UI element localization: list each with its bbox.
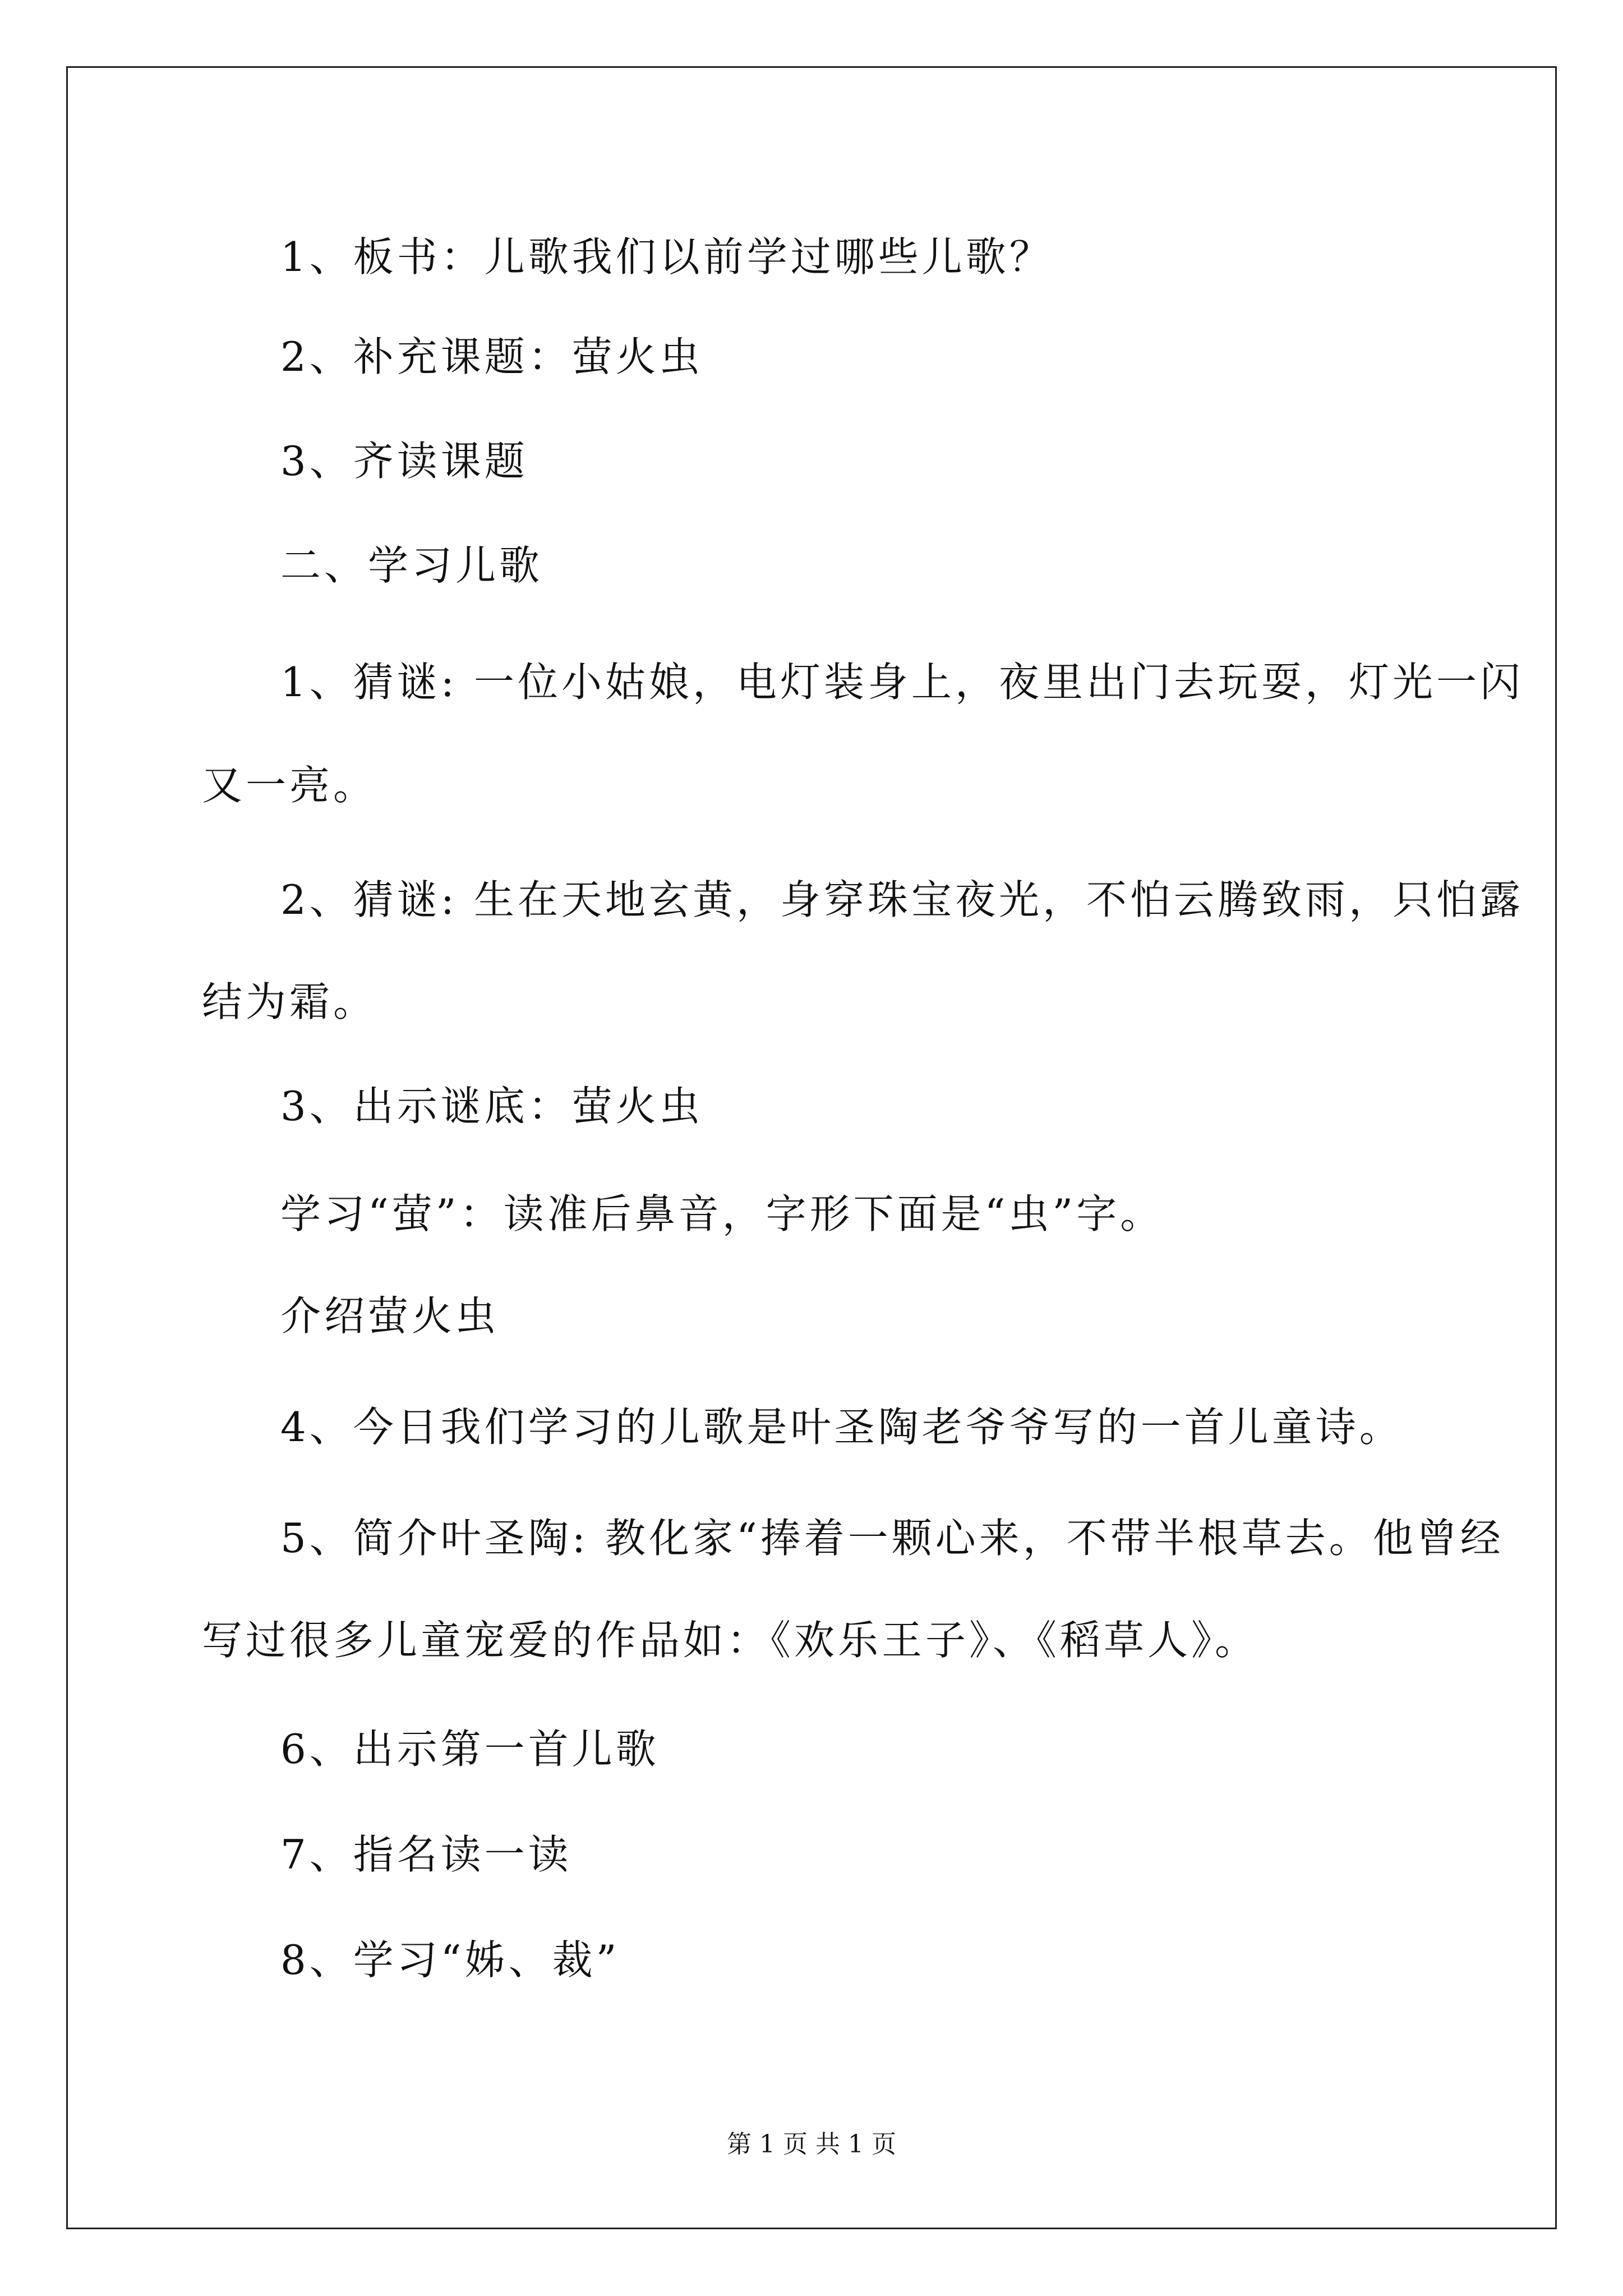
text-line: 3、齐读课题 (280, 438, 528, 485)
text-line: 4、今日我们学习的儿歌是叶圣陶老爷爷写的一首儿童诗。 (280, 1404, 1403, 1451)
text-line: 写过很多儿童宠爱的作品如：《欢乐王子》、《稻草人》。 (202, 1617, 1259, 1664)
text-line: 介绍萤火虫 (280, 1292, 500, 1340)
text-line: 结为霜。 (202, 978, 377, 1025)
text-line: 2、补充课题：萤火虫 (280, 333, 703, 380)
text-line: 3、出示谜底：萤火虫 (280, 1083, 703, 1130)
text-line: 7、指名读一读 (280, 1831, 572, 1878)
page-footer: 第 1 页 共 1 页 (727, 2130, 896, 2159)
text-line: 5、简介叶圣陶: 教化家“捧着一颗心来，不带半根草去。他曾经 (280, 1515, 1504, 1562)
text-line: 8、学习“姊、裁” (280, 1936, 620, 1984)
page-border (66, 66, 1557, 2229)
text-line: 2、猜谜: 生在天地玄黄，身穿珠宝夜光，不怕云腾致雨，只怕露 (280, 876, 1524, 923)
text-line: 1、板书：儿歌我们以前学过哪些儿歌？ (280, 233, 1053, 280)
text-line: 学习“萤”：读准后鼻音，字形下面是“虫”字。 (280, 1190, 1164, 1237)
section-heading: 二、学习儿歌 (280, 542, 543, 589)
text-line: 又一亮。 (202, 762, 377, 809)
text-line: 1、猜谜: 一位小姑娘，电灯装身上，夜里出门去玩耍，灯光一闪 (280, 659, 1524, 706)
text-line: 6、出示第一首儿歌 (280, 1726, 660, 1773)
